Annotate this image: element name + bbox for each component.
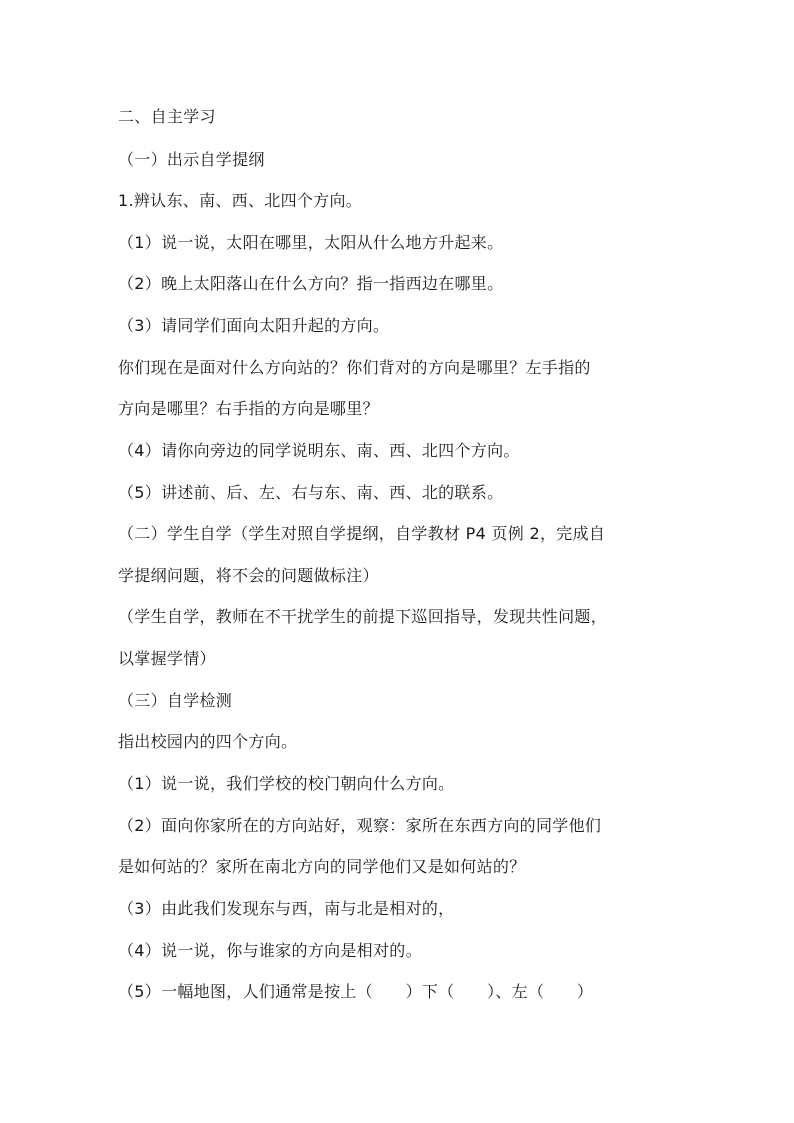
text-line: （2）面向你家所在的方向站好，观察：家所在东西方向的同学他们 xyxy=(118,816,602,835)
text-line: （学生自学，教师在不干扰学生的前提下巡回指导，发现共性问题， xyxy=(118,607,608,626)
text-line: （1）说一说，太阳在哪里，太阳从什么地方升起来。 xyxy=(118,233,504,252)
text-line: 1.辨认东、南、西、北四个方向。 xyxy=(118,191,363,210)
text-line: （3）由此我们发现东与西，南与北是相对的， xyxy=(118,899,455,918)
text-line: （4）请你向旁边的同学说明东、南、西、北四个方向。 xyxy=(118,441,520,460)
text-line: 以掌握学情） xyxy=(118,649,216,668)
text-line: （3）请同学们面向太阳升起的方向。 xyxy=(118,316,390,335)
text-line: （4）说一说，你与谁家的方向是相对的。 xyxy=(118,941,422,960)
text-line: （5）一幅地图，人们通常是按上（ ）下（ ）、左（ ） xyxy=(118,982,594,1001)
text-line: 是如何站的？家所在南北方向的同学他们又是如何站的？ xyxy=(118,857,526,876)
section-heading: 二、自主学习 xyxy=(118,107,216,126)
text-line: （1）说一说，我们学校的校门朝向什么方向。 xyxy=(118,774,455,793)
text-line: 方向是哪里？右手指的方向是哪里？ xyxy=(118,399,379,418)
text-line: 学提纲问题，将不会的问题做标注） xyxy=(118,566,379,585)
subsection-heading: （一）出示自学提纲 xyxy=(118,150,265,169)
text-line: 你们现在是面对什么方向站的？你们背对的方向是哪里？左手指的 xyxy=(118,358,591,377)
text-line: 指出校园内的四个方向。 xyxy=(118,732,298,751)
text-line: （5）讲述前、后、左、右与东、南、西、北的联系。 xyxy=(118,483,504,502)
text-line: （2）晚上太阳落山在什么方向？指一指西边在哪里。 xyxy=(118,274,504,293)
subsection-heading: （二）学生自学（学生对照自学提纲，自学教材 P4 页例 2，完成自 xyxy=(118,524,606,543)
subsection-heading: （三）自学检测 xyxy=(118,691,233,710)
